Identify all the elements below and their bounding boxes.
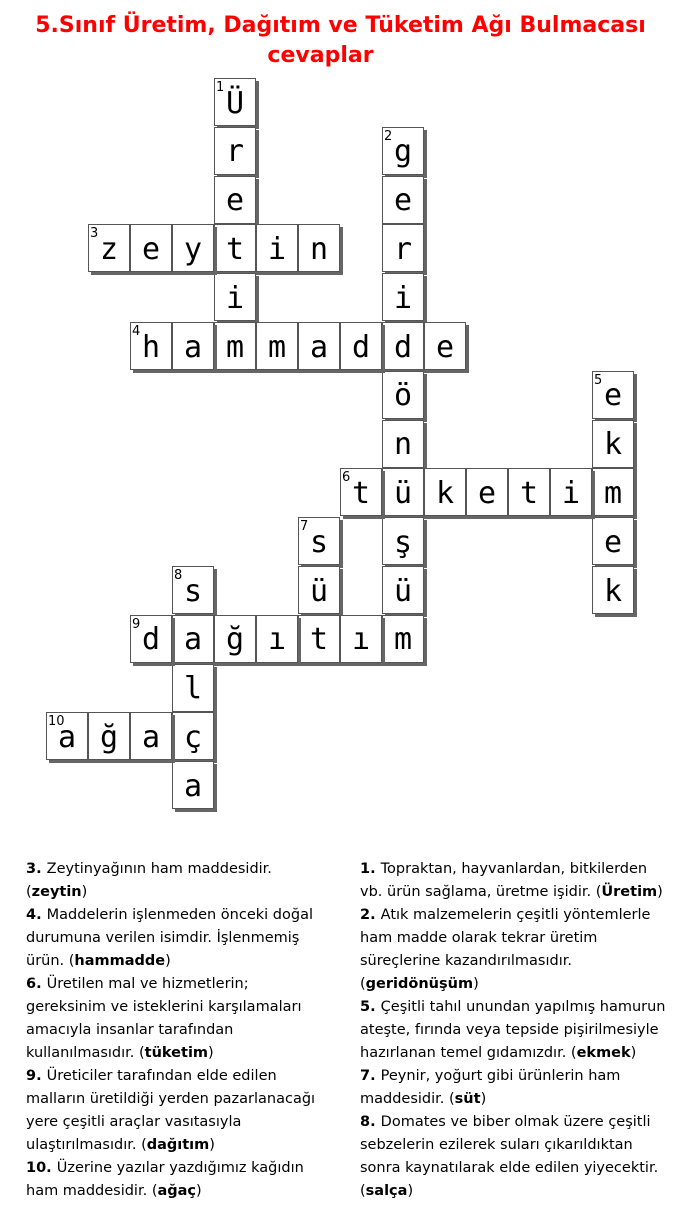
cell-letter: s [309, 524, 329, 560]
clue-end: ) [473, 976, 479, 992]
clue-item [26, 1157, 326, 1203]
crossword-cell [382, 224, 424, 272]
cell-letter: i [561, 475, 581, 511]
cell-letter: a [183, 329, 203, 365]
clue-text: Topraktan, hayvanlardan, bitkilerden vb. ürün sağlama, üretme işidir. ( [360, 861, 648, 900]
clue-end: ) [196, 1183, 202, 1199]
clue-end: ) [407, 1183, 414, 1199]
crossword-cell [172, 761, 214, 809]
cell-letter: t [351, 475, 371, 511]
crossword-cell [466, 468, 508, 516]
cell-letter: ı [351, 622, 371, 658]
crossword-cell [382, 420, 424, 468]
cell-letter: e [225, 183, 245, 219]
cell-letter: k [435, 475, 455, 511]
cell-letter: d [141, 622, 161, 658]
clue-answer: salça [365, 1183, 408, 1199]
cell-letter: ğ [99, 719, 119, 755]
clue-end: ) [480, 1091, 487, 1107]
crossword-cell [340, 322, 382, 370]
clue-item [26, 973, 326, 1065]
clue-text: Çeşitli tahıl unundan yapılmış hamurun ateşte, fırında veya tepside pişirilmesiyle hazırlanan temel gıdamızdır. ( [360, 999, 666, 1061]
cell-letter: m [393, 622, 413, 658]
crossword-cell [298, 615, 340, 663]
clue-number-label: 2. [360, 907, 381, 923]
cell-letter: a [309, 329, 329, 365]
clue-text: Zeytinyağının ham maddesidir. ( [26, 861, 272, 900]
crossword-cell [214, 322, 256, 370]
cell-letter: ı [267, 622, 287, 658]
crossword-cell [46, 712, 88, 760]
cell-letter: h [141, 329, 161, 365]
crossword-cell [130, 712, 172, 760]
crossword-cell [550, 468, 592, 516]
clue-text: Üzerine yazılar yazdığımız kağıdın ham maddesidir. ( [26, 1160, 304, 1199]
crossword-cell [256, 322, 298, 370]
clue-answer: süt [454, 1091, 481, 1107]
crossword-cell [382, 615, 424, 663]
crossword-cell [592, 420, 634, 468]
cell-letter: t [309, 622, 329, 658]
crossword-cell [298, 224, 340, 272]
crossword-cell [382, 176, 424, 224]
cell-letter: m [267, 329, 287, 365]
crossword-cell [214, 615, 256, 663]
clue-number-label: 4. [26, 907, 47, 923]
clue-end: ) [657, 884, 663, 900]
cell-letter: t [225, 231, 245, 267]
cell-letter: e [477, 475, 497, 511]
cell-letter: n [309, 231, 329, 267]
clue-item [360, 1065, 670, 1111]
clue-number: 10 [48, 714, 65, 730]
clue-item [360, 858, 670, 904]
crossword-cell [172, 664, 214, 712]
crossword-cell [340, 615, 382, 663]
clue-end: ) [630, 1045, 637, 1061]
cell-letter: m [603, 475, 623, 511]
clue-answer: ağaç [157, 1183, 197, 1199]
cell-letter: ü [309, 573, 329, 609]
cell-letter: s [183, 573, 203, 609]
crossword-cell [592, 517, 634, 565]
clue-text: Üretilen mal ve hizmetlerin; gereksinim ve isteklerini karşılamaları amacıyla insanlar tarafından kullanılmasıdır. ( [26, 976, 302, 1061]
cell-letter: r [393, 231, 413, 267]
clue-text: Üreticiler tarafından elde edilen malların üretildiği yerden pazarlanacağı yere çeşitli araçlar vasıtasıyla ulaştırılmasıdır. ( [26, 1068, 316, 1153]
crossword-cell [214, 127, 256, 175]
cell-letter: ü [393, 475, 413, 511]
clue-number-label: 1. [360, 861, 381, 877]
clue-end: ) [81, 884, 88, 900]
crossword-cell [172, 224, 214, 272]
crossword-cell [88, 224, 130, 272]
cell-letter: g [393, 134, 413, 170]
crossword-cell [214, 273, 256, 321]
cell-letter: a [183, 768, 203, 804]
crossword-cell [382, 517, 424, 565]
cell-letter: e [603, 378, 623, 414]
crossword-cell [172, 322, 214, 370]
crossword-cell [214, 224, 256, 272]
crossword-cell [298, 517, 340, 565]
cell-letter: m [225, 329, 245, 365]
crossword-cell [592, 371, 634, 419]
cell-letter: Ü [225, 85, 245, 121]
cell-letter: z [99, 231, 119, 267]
clue-item [360, 996, 670, 1065]
clue-item [26, 904, 326, 973]
cell-letter: k [603, 573, 623, 609]
cell-letter: i [393, 280, 413, 316]
clue-number: 9 [132, 616, 141, 632]
crossword-cell [130, 322, 172, 370]
clue-item [360, 1111, 670, 1203]
cell-letter: a [57, 719, 77, 755]
cell-letter: ö [393, 378, 413, 414]
clue-answer: hammadde [74, 953, 166, 969]
puzzle-title: 5.Sınıf Üretim, Dağıtım ve Tüketim Ağı Bulmacası [35, 13, 646, 38]
crossword-cell [382, 468, 424, 516]
crossword-cell [298, 566, 340, 614]
crossword-cell [592, 566, 634, 614]
clue-item [26, 858, 326, 904]
crossword-cell [256, 615, 298, 663]
crossword-cell [172, 615, 214, 663]
cell-letter: k [603, 427, 623, 463]
clue-answer: dağıtım [146, 1137, 210, 1153]
cell-letter: d [351, 329, 371, 365]
clue-answer: zeytin [31, 884, 82, 900]
clue-number: 3 [90, 226, 99, 242]
clue-number: 8 [174, 568, 183, 583]
clue-number-label: 8. [360, 1114, 381, 1130]
clue-number: 1 [216, 80, 225, 95]
puzzle-subtitle: cevaplar [267, 43, 374, 68]
crossword-cell [382, 322, 424, 370]
clues-right-column [360, 858, 670, 1203]
cell-letter: t [519, 475, 539, 511]
clue-number-label: 5. [360, 999, 381, 1015]
clue-text: Domates ve biber olmak üzere çeşitli sebzelerin ezilerek suları çıkarıldıktan sonra kaynatılarak elde edilen yiyecektir. ( [360, 1114, 659, 1199]
crossword-cell [592, 468, 634, 516]
cell-letter: y [183, 231, 203, 267]
cell-letter: a [141, 719, 161, 755]
crossword-cell [130, 615, 172, 663]
clue-number: 4 [132, 324, 141, 339]
cell-letter: i [267, 231, 287, 267]
crossword-cell [382, 127, 424, 175]
cell-letter: l [183, 671, 203, 707]
clue-number-label: 7. [360, 1068, 381, 1084]
crossword-cell [382, 273, 424, 321]
clues-left-column [26, 858, 326, 1203]
clue-item [360, 904, 670, 996]
cell-letter: ü [393, 573, 413, 609]
clue-text: Maddelerin işlenmeden önceki doğal durumuna verilen isimdir. İşlenmemiş ürün. ( [26, 907, 313, 969]
clue-number: 2 [384, 128, 393, 144]
cell-letter: ğ [225, 622, 245, 658]
cell-letter: n [393, 427, 413, 463]
clue-text: Atık malzemelerin çeşitli yöntemlerle ham madde olarak tekrar üretim süreçlerine kazandırılmasıdır. ( [360, 907, 651, 992]
crossword-cell [382, 371, 424, 419]
clue-end: ) [209, 1137, 215, 1153]
clue-answer: ekmek [576, 1045, 631, 1061]
clue-number-label: 3. [26, 861, 47, 877]
clue-end: ) [165, 953, 171, 969]
cell-letter: a [183, 622, 203, 658]
clue-item [26, 1065, 326, 1157]
clue-answer: tüketim [144, 1045, 209, 1061]
crossword-cell [424, 468, 466, 516]
cell-letter: e [393, 183, 413, 219]
crossword-cell [172, 566, 214, 614]
crossword-cell [424, 322, 466, 370]
clue-number: 6 [342, 470, 351, 486]
cell-letter: ç [183, 719, 203, 755]
crossword-cell [508, 468, 550, 516]
clue-number: 5 [594, 372, 603, 388]
crossword-cell [256, 224, 298, 272]
clue-answer: geridönüşüm [365, 976, 474, 992]
cell-letter: e [141, 231, 161, 267]
clue-text: Peynir, yoğurt gibi ürünlerin ham maddesidir. ( [360, 1068, 621, 1107]
clue-number-label: 6. [26, 976, 47, 992]
crossword-cell [130, 224, 172, 272]
cell-letter: ş [393, 524, 413, 560]
cell-letter: d [393, 329, 413, 365]
crossword-cell [172, 712, 214, 760]
cell-letter: e [435, 329, 455, 365]
clue-answer: Üretim [601, 884, 658, 900]
cell-letter: r [225, 134, 245, 170]
cell-letter: e [603, 524, 623, 560]
crossword-cell [88, 712, 130, 760]
cell-letter: i [225, 280, 245, 316]
clue-end: ) [208, 1045, 214, 1061]
crossword-cell [298, 322, 340, 370]
crossword-cell [340, 468, 382, 516]
clue-number-label: 9. [26, 1068, 47, 1084]
crossword-cell [214, 78, 256, 126]
crossword-cell [382, 566, 424, 614]
clue-number: 7 [300, 519, 309, 535]
clue-number-label: 10. [26, 1160, 57, 1176]
crossword-cell [214, 176, 256, 224]
